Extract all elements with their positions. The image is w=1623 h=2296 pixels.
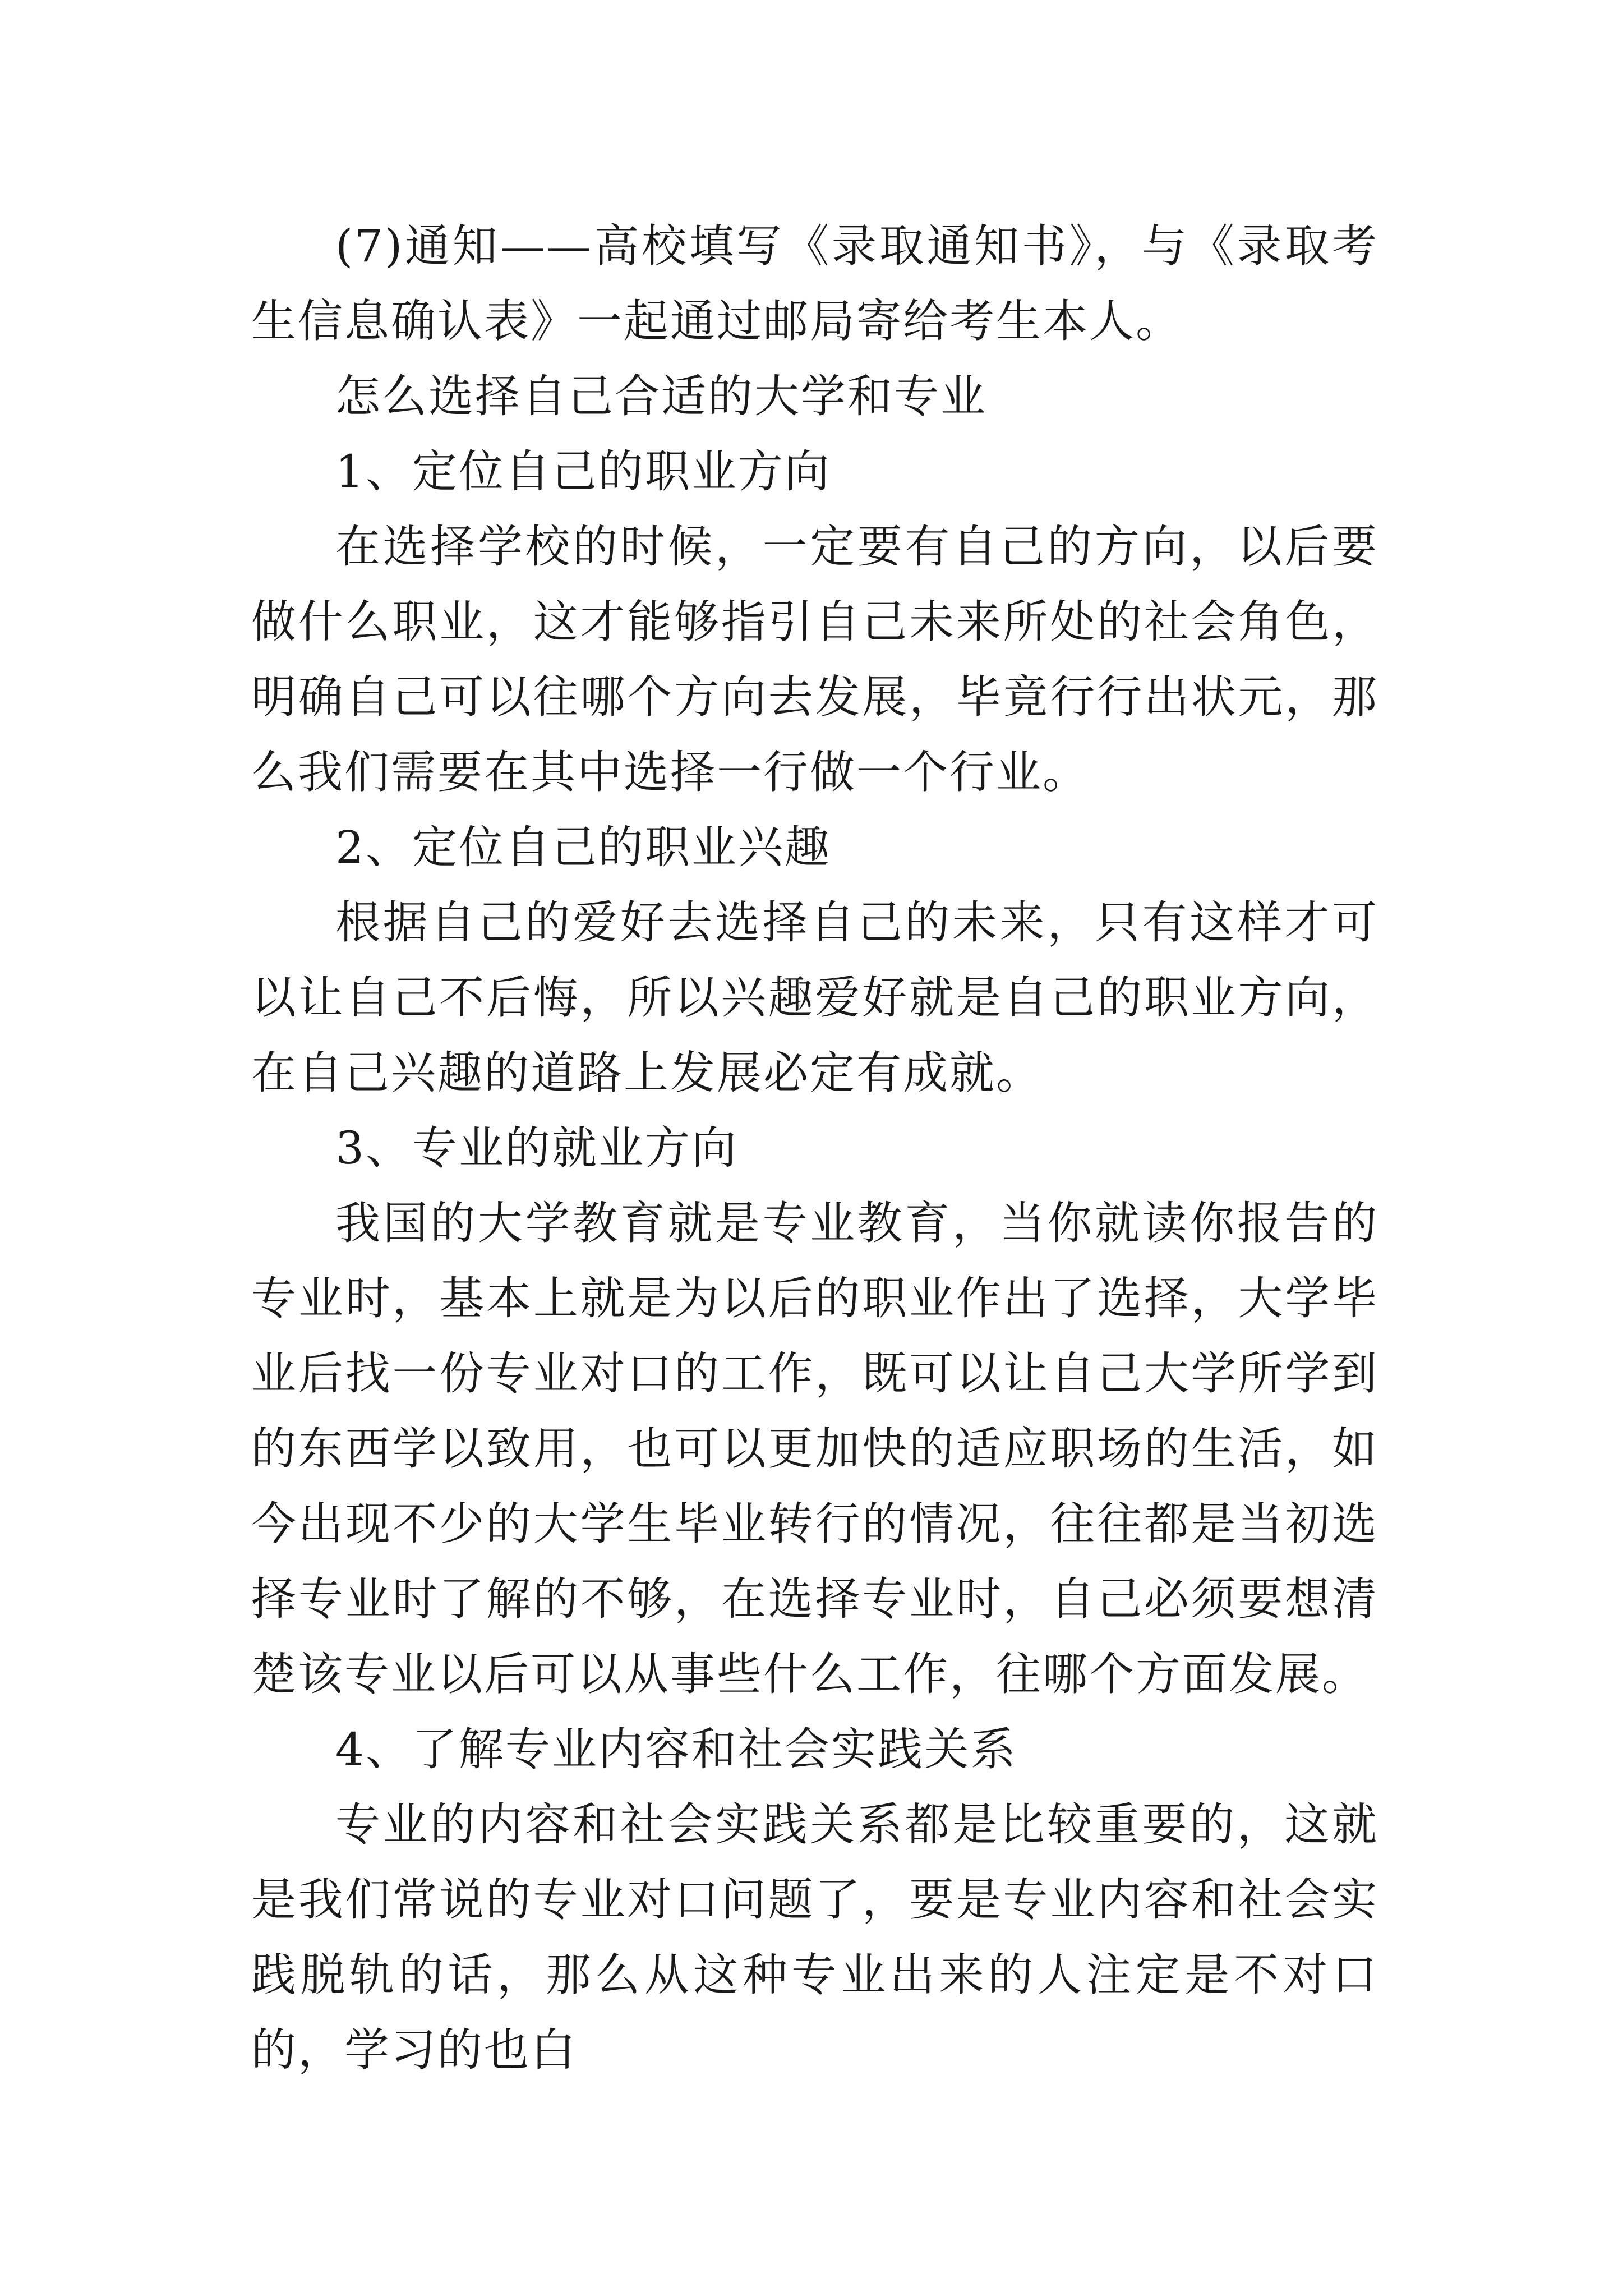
subheading-career-interest: 2、定位自己的职业兴趣: [335, 821, 831, 873]
subheading-career-direction: 1、定位自己的职业方向: [335, 445, 831, 498]
document-body: [251, 209, 1378, 2088]
subheading-major-and-practice: 4、了解专业内容和社会实践关系: [335, 1723, 1017, 1775]
paragraph-major-and-practice: 专业的内容和社会实践关系都是比较重要的，这就是我们常说的专业对口问题了，要是专业内容和社会实践脱轨的话，那么从这种专业出来的人注定是不对口的，学习的也白: [251, 1798, 1378, 2076]
paragraph-career-direction: 在选择学校的时候，一定要有自己的方向，以后要做什么职业，这才能够指引自己未来所处的社会角色，明确自己可以往哪个方向去发展，毕竟行行出状元，那么我们需要在其中选择一行做一个行业。: [251, 521, 1378, 798]
section-heading: 怎么选择自己合适的大学和专业: [335, 370, 987, 422]
subheading-employment-direction: 3、专业的就业方向: [335, 1122, 738, 1174]
paragraph-employment-direction: 我国的大学教育就是专业教育，当你就读你报告的专业时，基本上就是为以后的职业作出了选择，大学毕业后找一份专业对口的工作，既可以让自己大学所学到的东西学以致用，也可以更加快的适应职场的生活，如今出现不少的大学生毕业转行的情况，往往都是当初选择专业时了解的不够，在选择专业时，自己必须要想清楚该专业以后可以从事些什么工作，往哪个方面发展。: [251, 1197, 1378, 1700]
paragraph-notification-step: (7)通知——高校填写《录取通知书》，与《录取考生信息确认表》一起通过邮局寄给考生本人。: [251, 220, 1378, 347]
paragraph-career-interest: 根据自己的爱好去选择自己的未来，只有这样才可以让自己不后悔，所以兴趣爱好就是自己的职业方向，在自己兴趣的道路上发展必定有成就。: [251, 896, 1378, 1099]
